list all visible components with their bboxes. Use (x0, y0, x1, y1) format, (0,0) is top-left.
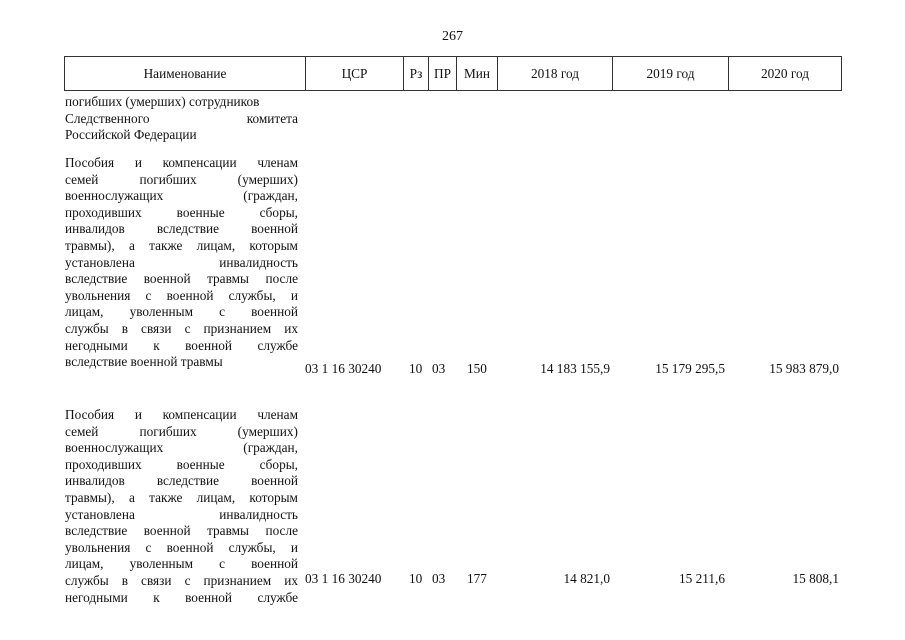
name-word: членам (257, 407, 298, 422)
name-word: связи (141, 320, 172, 336)
name-line (65, 523, 298, 540)
name-word: и (134, 155, 142, 170)
row-2-name (65, 407, 298, 606)
row-1-csr: 03 1 16 30240 (305, 361, 382, 376)
name-word: компенсации (162, 155, 237, 170)
name-line (65, 271, 298, 288)
name-word: после (265, 271, 298, 287)
name-word: в (121, 320, 129, 336)
name-word: травмы), (65, 237, 115, 253)
name-word: инвалидность (219, 254, 298, 270)
name-line (65, 556, 298, 573)
row-2-min: 177 (467, 571, 487, 586)
name-word: их (284, 320, 298, 336)
header-2020: 2020 год (728, 57, 841, 90)
header-2019: 2019 год (612, 57, 728, 90)
name-line (65, 221, 298, 238)
name-word: (граждан, (243, 188, 298, 204)
name-word: их (284, 572, 298, 588)
name-word: погибших (139, 171, 197, 187)
name-word: службе (257, 337, 298, 353)
name-word: Пособия (65, 155, 115, 170)
name-word: службы, (228, 539, 276, 555)
table-header (64, 56, 842, 91)
name-word: Следственного (65, 110, 150, 126)
header-pr: ПР (428, 57, 456, 90)
name-word: уволенным (129, 556, 194, 572)
name-word: компенсации (162, 407, 237, 422)
name-word: и (290, 539, 298, 555)
name-word: лицам, (65, 556, 104, 572)
name-word: (умерших) (237, 171, 298, 187)
page-number: 267 (442, 29, 463, 44)
name-word: и (290, 287, 298, 303)
header-name: Наименование (143, 65, 227, 81)
name-word: негодными (65, 589, 128, 605)
name-word: военной (251, 304, 298, 320)
name-word: также (149, 237, 183, 253)
name-line: вследствие военной травмы (65, 354, 223, 370)
row-2-pr: 03 (432, 571, 446, 586)
name-word: лицам, (196, 489, 236, 505)
name-word: комитета (246, 110, 298, 126)
name-word: которым (249, 237, 298, 253)
name-word: с (219, 556, 226, 572)
row-2-rz: 10 (409, 571, 423, 586)
header-csr: ЦСР (305, 57, 403, 90)
name-word: (граждан, (243, 440, 298, 456)
name-word: установлена (65, 254, 135, 270)
name-word: установлена (65, 506, 135, 522)
name-word: инвалидность (219, 506, 298, 522)
name-word: военнослужащих (65, 188, 164, 204)
name-word: семей (65, 423, 99, 439)
name-word: увольнения (65, 287, 131, 303)
name-word: признанием (203, 320, 272, 336)
name-word: сборы, (259, 204, 298, 220)
name-line (65, 238, 298, 255)
name-word: вследствие (65, 271, 128, 287)
name-word: лицам, (65, 304, 104, 320)
name-word: вследствие (65, 523, 128, 539)
name-line (65, 338, 298, 355)
name-line (65, 155, 298, 172)
name-word: с (184, 320, 191, 336)
name-line: погибших (умерших) сотрудников (65, 94, 260, 109)
name-word: проходивших (65, 204, 142, 220)
name-word: к (153, 337, 160, 353)
header-2018: 2018 год (497, 57, 612, 90)
name-word: с (145, 539, 152, 555)
name-word: которым (249, 489, 298, 505)
name-word: а (128, 237, 135, 253)
name-line (65, 255, 298, 272)
name-word: и (134, 407, 142, 422)
name-word: увольнения (65, 539, 131, 555)
name-word: (умерших) (237, 423, 298, 439)
name-line (65, 440, 298, 457)
name-word: уволенным (129, 304, 194, 320)
row-0-name (65, 94, 298, 144)
header-min: Мин (456, 57, 497, 90)
name-line (65, 573, 298, 590)
name-line (65, 111, 298, 128)
row-1-name (65, 155, 298, 371)
name-word: инвалидов (65, 221, 125, 237)
name-word: военной (185, 337, 233, 353)
name-word: травмы (207, 523, 249, 539)
name-word: связи (141, 572, 172, 588)
name-word: военной (166, 539, 214, 555)
row-1-2020: 15 983 879,0 (769, 361, 839, 376)
name-word: с (184, 572, 191, 588)
name-word: вследствие (156, 221, 220, 237)
name-word: признанием (203, 572, 272, 588)
name-line (65, 457, 298, 474)
name-word: службы (65, 320, 109, 336)
name-word: военной (143, 523, 191, 539)
name-word: семей (65, 171, 99, 187)
name-line (65, 540, 298, 557)
name-word: военной (251, 473, 298, 489)
name-line (65, 590, 298, 607)
name-word: с (219, 304, 226, 320)
name-word: службы (65, 572, 109, 588)
name-line (65, 473, 298, 490)
name-line (65, 507, 298, 524)
name-line (65, 321, 298, 338)
name-line (65, 407, 298, 424)
name-word: погибших (139, 423, 197, 439)
name-word: военной (251, 556, 298, 572)
name-line (65, 188, 298, 205)
row-1-rz: 10 (409, 361, 423, 376)
name-line (65, 424, 298, 441)
name-word: Пособия (65, 407, 115, 422)
name-line (65, 288, 298, 305)
name-word: военнослужащих (65, 440, 164, 456)
name-word: после (265, 523, 298, 539)
name-word: сборы, (259, 456, 298, 472)
name-word: инвалидов (65, 473, 125, 489)
row-1-min: 150 (467, 361, 487, 376)
row-2-2019: 15 211,6 (678, 571, 725, 586)
name-word: военной (251, 221, 298, 237)
name-word: негодными (65, 337, 128, 353)
name-word: вследствие (156, 473, 220, 489)
name-word: с (145, 287, 152, 303)
name-line (65, 172, 298, 189)
row-2-2020: 15 808,1 (792, 571, 839, 586)
name-word: военной (143, 271, 191, 287)
row-2-2018: 14 821,0 (563, 571, 610, 586)
name-word: в (121, 572, 129, 588)
row-2-csr: 03 1 16 30240 (305, 571, 382, 586)
name-word: службы, (228, 287, 276, 303)
row-1-2018: 14 183 155,9 (540, 361, 610, 376)
name-word: службе (257, 589, 298, 605)
name-word: травмы), (65, 489, 115, 505)
row-1-pr: 03 (432, 361, 446, 376)
name-word: военные (176, 204, 225, 220)
name-word: проходивших (65, 456, 142, 472)
row-1-2019: 15 179 295,5 (655, 361, 725, 376)
name-word: членам (257, 155, 298, 170)
name-line (65, 304, 298, 321)
name-word: а (128, 489, 135, 505)
name-line (65, 490, 298, 507)
name-line: Российской Федерации (65, 127, 197, 143)
name-word: также (149, 489, 183, 505)
name-word: военной (166, 287, 214, 303)
name-word: к (153, 589, 160, 605)
name-word: лицам, (196, 237, 236, 253)
name-line (65, 205, 298, 222)
name-word: военные (176, 456, 225, 472)
name-word: травмы (207, 271, 249, 287)
name-word: военной (185, 589, 233, 605)
header-rz: Рз (403, 57, 428, 90)
